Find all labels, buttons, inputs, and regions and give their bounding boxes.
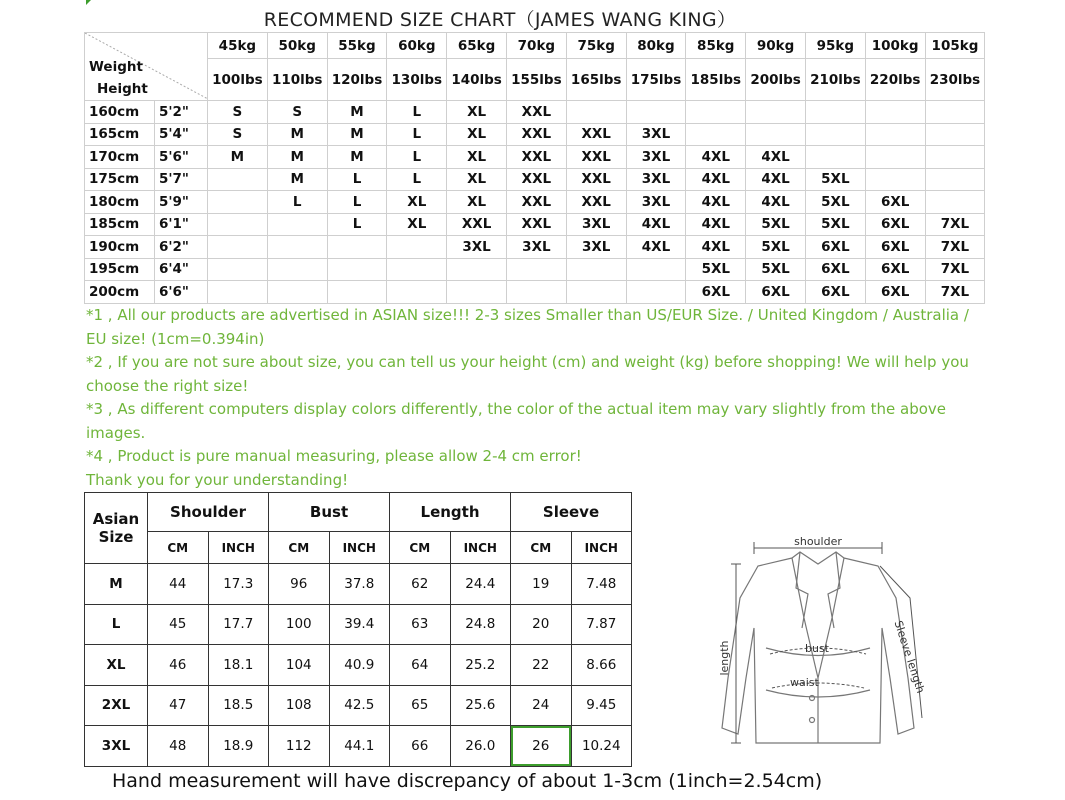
- unit-cm: CM: [511, 532, 572, 564]
- table-row: [85, 645, 632, 686]
- weight-label: Weight: [89, 59, 143, 75]
- size-cell: [865, 123, 925, 146]
- size-cell: 3XL: [626, 168, 686, 191]
- note-2: *2 , If you are not sure about size, you can tell us your height (cm) and weight (kg) before shopping! We will help you choose the right size!: [86, 353, 969, 395]
- size-cell: [506, 281, 566, 304]
- unit-inch: INCH: [329, 532, 390, 564]
- size-cell: 4XL: [626, 213, 686, 236]
- measure-value: 63: [390, 604, 451, 645]
- size-cell: [447, 281, 507, 304]
- table-row: [85, 191, 985, 214]
- size-cell: XXL: [506, 123, 566, 146]
- size-cell: 4XL: [746, 146, 806, 169]
- table-row: [85, 146, 985, 169]
- table-row: [85, 258, 985, 281]
- kg-header: 45kg: [208, 33, 268, 59]
- size-cell: L: [267, 191, 327, 214]
- measure-value: 104: [269, 645, 330, 686]
- unit-cm: CM: [390, 532, 451, 564]
- measure-value: 44: [148, 564, 209, 605]
- page-title: RECOMMEND SIZE CHART（JAMES WANG KING）: [263, 9, 737, 31]
- notes-block: [86, 304, 986, 492]
- size-cell: [626, 258, 686, 281]
- lbs-header: 155lbs: [506, 59, 566, 101]
- size-cell: M: [267, 123, 327, 146]
- size-cell: XL: [447, 168, 507, 191]
- measure-value: 7.48: [571, 564, 632, 605]
- height-cm: 195cm: [85, 258, 155, 281]
- size-cell: [686, 123, 746, 146]
- diagram-length-label: length: [718, 640, 731, 676]
- height-cm: 160cm: [85, 101, 155, 124]
- size-cell: 6XL: [865, 281, 925, 304]
- table-row: [85, 685, 632, 726]
- height-ft: 6'4": [155, 258, 208, 281]
- measure-value: 18.1: [208, 645, 269, 686]
- size-cell: 5XL: [746, 236, 806, 259]
- size-cell: [208, 213, 268, 236]
- size-cell: 4XL: [686, 236, 746, 259]
- height-ft: 6'2": [155, 236, 208, 259]
- note-4: *4 , Product is pure manual measuring, please allow 2-4 cm error!: [86, 447, 582, 465]
- measure-value: 44.1: [329, 726, 390, 767]
- kg-header: 85kg: [686, 33, 746, 59]
- size-cell: [626, 281, 686, 304]
- measure-value: 25.2: [450, 645, 511, 686]
- size-name: M: [85, 564, 148, 605]
- lbs-header: 120lbs: [327, 59, 387, 101]
- size-cell: M: [267, 146, 327, 169]
- unit-inch: INCH: [571, 532, 632, 564]
- size-cell: 4XL: [746, 168, 806, 191]
- diagram-shoulder-label: shoulder: [794, 535, 842, 548]
- size-cell: 6XL: [686, 281, 746, 304]
- height-cm: 170cm: [85, 146, 155, 169]
- size-cell: S: [267, 101, 327, 124]
- size-name: 3XL: [85, 726, 148, 767]
- size-cell: 4XL: [686, 191, 746, 214]
- size-cell: [865, 146, 925, 169]
- size-cell: [208, 236, 268, 259]
- size-cell: 7XL: [925, 281, 985, 304]
- size-cell: M: [327, 101, 387, 124]
- table-row: [85, 281, 985, 304]
- size-cell: 4XL: [686, 168, 746, 191]
- table-row: [85, 168, 985, 191]
- size-cell: [387, 281, 447, 304]
- height-ft: 6'1": [155, 213, 208, 236]
- size-cell: XXL: [506, 146, 566, 169]
- lbs-header: 230lbs: [925, 59, 985, 101]
- height-cm: 185cm: [85, 213, 155, 236]
- size-cell: [208, 258, 268, 281]
- measure-value: 45: [148, 604, 209, 645]
- measure-value: 24.8: [450, 604, 511, 645]
- size-cell: XXL: [506, 168, 566, 191]
- measure-value: 17.7: [208, 604, 269, 645]
- size-cell: [267, 213, 327, 236]
- size-cell: [506, 258, 566, 281]
- kg-header: 105kg: [925, 33, 985, 59]
- size-cell: M: [267, 168, 327, 191]
- asian-label: Asian: [92, 510, 140, 528]
- size-cell: [267, 258, 327, 281]
- lbs-header: 100lbs: [208, 59, 268, 101]
- size-cell: 4XL: [746, 191, 806, 214]
- size-cell: [566, 101, 626, 124]
- height-ft: 5'7": [155, 168, 208, 191]
- size-cell: [746, 101, 806, 124]
- note-thanks: Thank you for your understanding!: [86, 470, 349, 489]
- kg-header: 80kg: [626, 33, 686, 59]
- measure-value: 37.8: [329, 564, 390, 605]
- size-cell: XXL: [506, 191, 566, 214]
- size-cell: XXL: [566, 191, 626, 214]
- jacket-diagram: [700, 528, 940, 760]
- size-cell: 3XL: [626, 191, 686, 214]
- table-row: [85, 236, 985, 259]
- size-name: L: [85, 604, 148, 645]
- footer-note: Hand measurement will have discrepancy of about 1-3cm (1inch=2.54cm): [112, 770, 823, 792]
- measure-value: 25.6: [450, 685, 511, 726]
- size-cell: L: [327, 168, 387, 191]
- measure-value: 65: [390, 685, 451, 726]
- table-row: [85, 726, 632, 767]
- size-cell: M: [327, 123, 387, 146]
- table-row: [85, 123, 985, 146]
- size-cell: [327, 236, 387, 259]
- measure-value: 10.24: [571, 726, 632, 767]
- note-3: *3 , As different computers display colors differently, the color of the actual item may vary slightly from the above images.: [86, 400, 946, 442]
- size-cell: XL: [447, 123, 507, 146]
- kg-header: 50kg: [267, 33, 327, 59]
- size-cell: XL: [387, 213, 447, 236]
- measure-value: 7.87: [571, 604, 632, 645]
- measure-value: 24.4: [450, 564, 511, 605]
- size-cell: 6XL: [805, 236, 865, 259]
- size-cell: [746, 123, 806, 146]
- measure-value: 26.0: [450, 726, 511, 767]
- measure-value: 20: [511, 604, 572, 645]
- lbs-header: 175lbs: [626, 59, 686, 101]
- table-row: [85, 101, 985, 124]
- size-cell: 6XL: [805, 281, 865, 304]
- unit-inch: INCH: [208, 532, 269, 564]
- size-cell: L: [387, 123, 447, 146]
- measure-value: 18.5: [208, 685, 269, 726]
- measure-value: 66: [390, 726, 451, 767]
- size-cell: XXL: [566, 123, 626, 146]
- size-cell: [925, 191, 985, 214]
- lbs-header-row: [85, 59, 985, 101]
- size-cell: 3XL: [447, 236, 507, 259]
- size-cell: 6XL: [865, 191, 925, 214]
- unit-cm: CM: [269, 532, 330, 564]
- size-cell: 5XL: [746, 258, 806, 281]
- height-ft: 5'2": [155, 101, 208, 124]
- size-cell: XXL: [506, 213, 566, 236]
- height-ft: 5'4": [155, 123, 208, 146]
- kg-header: 75kg: [566, 33, 626, 59]
- size-cell: 3XL: [566, 236, 626, 259]
- size-cell: L: [387, 146, 447, 169]
- measure-value: 17.3: [208, 564, 269, 605]
- table-row: [85, 213, 985, 236]
- measure-group-row: [85, 493, 632, 532]
- measure-value: 26: [511, 726, 572, 767]
- unit-row: [85, 532, 632, 564]
- size-cell: [566, 281, 626, 304]
- height-cm: 165cm: [85, 123, 155, 146]
- measure-value: 108: [269, 685, 330, 726]
- recommend-size-table: [84, 32, 985, 304]
- size-cell: 6XL: [805, 258, 865, 281]
- measure-value: 18.9: [208, 726, 269, 767]
- size-cell: L: [327, 213, 387, 236]
- measure-group-header: Length: [390, 493, 511, 532]
- size-cell: [208, 191, 268, 214]
- kg-header-row: [85, 33, 985, 59]
- measure-value: 100: [269, 604, 330, 645]
- note-1: *1 , All our products are advertised in ASIAN size!!! 2-3 sizes Smaller than US/EUR Size. / United Kingdom / Australia / EU size! (1cm=0.394in): [86, 306, 969, 348]
- unit-inch: INCH: [450, 532, 511, 564]
- size-cell: M: [208, 146, 268, 169]
- measure-group-header: Shoulder: [148, 493, 269, 532]
- measure-value: 24: [511, 685, 572, 726]
- size-cell: XXL: [506, 101, 566, 124]
- size-cell: XL: [447, 101, 507, 124]
- size-cell: 4XL: [626, 236, 686, 259]
- measure-value: 112: [269, 726, 330, 767]
- size-cell: 5XL: [805, 191, 865, 214]
- lbs-header: 110lbs: [267, 59, 327, 101]
- height-cm: 175cm: [85, 168, 155, 191]
- size-cell: 7XL: [925, 213, 985, 236]
- size-cell: 6XL: [865, 236, 925, 259]
- size-name: XL: [85, 645, 148, 686]
- size-cell: [805, 101, 865, 124]
- size-cell: 5XL: [805, 213, 865, 236]
- size-cell: 7XL: [925, 236, 985, 259]
- lbs-header: 140lbs: [447, 59, 507, 101]
- size-cell: XL: [447, 191, 507, 214]
- size-cell: [865, 101, 925, 124]
- size-cell: 5XL: [686, 258, 746, 281]
- size-cell: S: [208, 123, 268, 146]
- size-cell: XXL: [566, 168, 626, 191]
- size-cell: 5XL: [746, 213, 806, 236]
- size-cell: [267, 236, 327, 259]
- diagram-waist-label: waist: [790, 676, 819, 689]
- size-cell: 6XL: [865, 213, 925, 236]
- size-cell: XL: [387, 191, 447, 214]
- size-cell: XXL: [566, 146, 626, 169]
- size-cell: [208, 281, 268, 304]
- size-cell: M: [327, 146, 387, 169]
- lbs-header: 185lbs: [686, 59, 746, 101]
- height-label: Height: [97, 81, 148, 97]
- size-cell: [805, 146, 865, 169]
- measure-group-header: Bust: [269, 493, 390, 532]
- size-cell: XL: [447, 146, 507, 169]
- size-cell: [925, 123, 985, 146]
- measure-value: 96: [269, 564, 330, 605]
- size-cell: 6XL: [746, 281, 806, 304]
- size-cell: [925, 101, 985, 124]
- measure-value: 39.4: [329, 604, 390, 645]
- measurement-table: [84, 492, 632, 767]
- size-cell: [387, 258, 447, 281]
- size-cell: [566, 258, 626, 281]
- measure-value: 64: [390, 645, 451, 686]
- height-cm: 200cm: [85, 281, 155, 304]
- kg-header: 65kg: [447, 33, 507, 59]
- height-ft: 5'6": [155, 146, 208, 169]
- size-cell: 3XL: [626, 146, 686, 169]
- height-ft: 6'6": [155, 281, 208, 304]
- size-cell: [805, 123, 865, 146]
- size-cell: [447, 258, 507, 281]
- size-cell: 4XL: [686, 146, 746, 169]
- size-cell: [865, 168, 925, 191]
- measure-value: 9.45: [571, 685, 632, 726]
- lbs-header: 220lbs: [865, 59, 925, 101]
- table-row: [85, 564, 632, 605]
- measure-group-header: Sleeve: [511, 493, 632, 532]
- kg-header: 60kg: [387, 33, 447, 59]
- size-cell: 3XL: [566, 213, 626, 236]
- unit-cm: CM: [148, 532, 209, 564]
- height-cm: 190cm: [85, 236, 155, 259]
- measure-value: 47: [148, 685, 209, 726]
- kg-header: 90kg: [746, 33, 806, 59]
- measure-value: 8.66: [571, 645, 632, 686]
- lbs-header: 130lbs: [387, 59, 447, 101]
- measure-value: 22: [511, 645, 572, 686]
- diagram-bust-label: bust: [805, 642, 829, 655]
- measure-value: 62: [390, 564, 451, 605]
- size-cell: [626, 101, 686, 124]
- size-cell: 7XL: [925, 258, 985, 281]
- kg-header: 55kg: [327, 33, 387, 59]
- size-cell: [267, 281, 327, 304]
- size-cell: L: [387, 101, 447, 124]
- size-cell: L: [387, 168, 447, 191]
- size-cell: [387, 236, 447, 259]
- measure-value: 48: [148, 726, 209, 767]
- size-cell: 4XL: [686, 213, 746, 236]
- size-cell: XXL: [447, 213, 507, 236]
- measure-value: 40.9: [329, 645, 390, 686]
- size-label: Size: [98, 528, 134, 546]
- weight-height-cell: [85, 33, 208, 101]
- size-cell: [327, 281, 387, 304]
- size-cell: [208, 168, 268, 191]
- diagram-sleeve-label: Sleeve length: [891, 619, 928, 695]
- measure-value: 42.5: [329, 685, 390, 726]
- size-cell: 3XL: [506, 236, 566, 259]
- lbs-header: 165lbs: [566, 59, 626, 101]
- lbs-header: 210lbs: [805, 59, 865, 101]
- kg-header: 100kg: [865, 33, 925, 59]
- size-cell: S: [208, 101, 268, 124]
- size-cell: 6XL: [865, 258, 925, 281]
- asian-size-header: [85, 493, 148, 564]
- size-cell: [925, 146, 985, 169]
- size-cell: L: [327, 191, 387, 214]
- size-cell: 5XL: [805, 168, 865, 191]
- height-cm: 180cm: [85, 191, 155, 214]
- kg-header: 70kg: [506, 33, 566, 59]
- kg-header: 95kg: [805, 33, 865, 59]
- measure-value: 19: [511, 564, 572, 605]
- size-cell: 3XL: [626, 123, 686, 146]
- size-cell: [327, 258, 387, 281]
- size-cell: [686, 101, 746, 124]
- height-ft: 5'9": [155, 191, 208, 214]
- size-cell: [925, 168, 985, 191]
- measure-value: 46: [148, 645, 209, 686]
- table-row: [85, 604, 632, 645]
- size-name: 2XL: [85, 685, 148, 726]
- lbs-header: 200lbs: [746, 59, 806, 101]
